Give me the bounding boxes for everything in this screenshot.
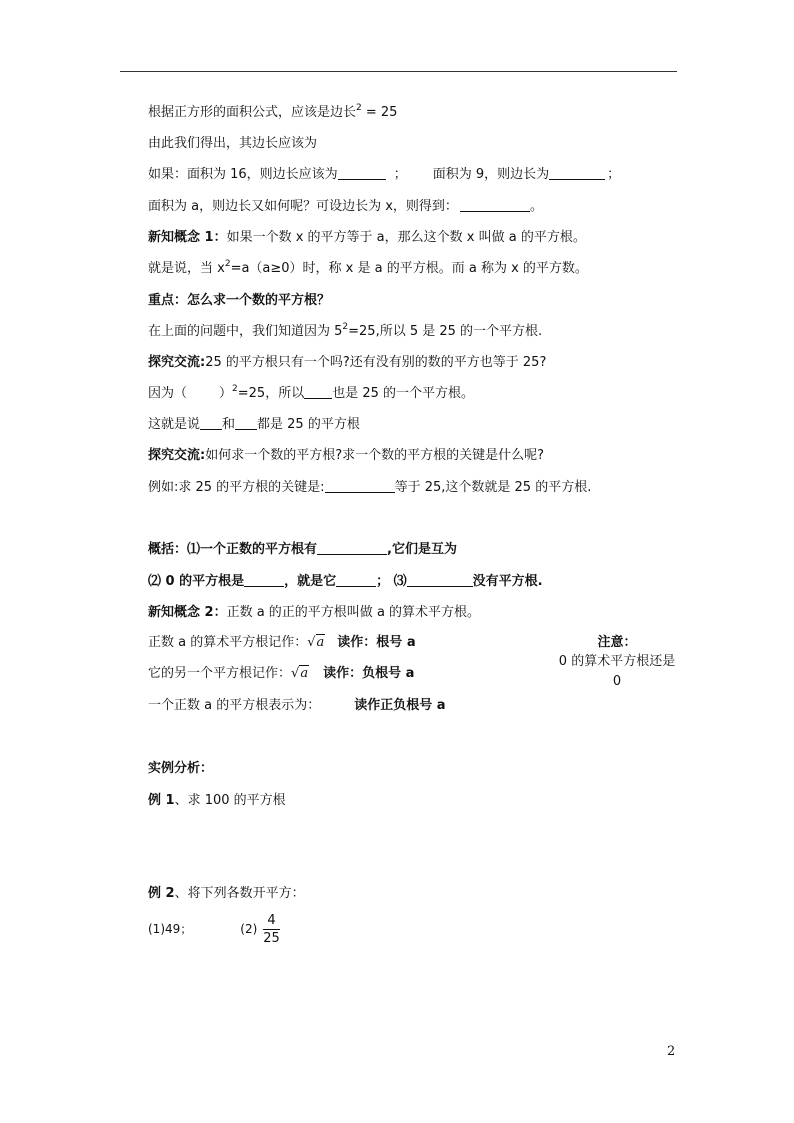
sqrt-a-symbol: √a xyxy=(307,635,325,650)
key-point: 重点：怎么求一个数的平方根？ xyxy=(148,293,331,308)
text-line-8: 在上面的问题中，我们知道因为 $5^2=25$,所以 5 是 25 的一个平方根. xyxy=(148,322,543,339)
text-line-18: 它的另一个平方根记作：√a 读作：负根号 a xyxy=(148,666,415,681)
text-line-17: 正数 a 的算术平方根记作：√a 读作：根号 a xyxy=(148,635,416,650)
concept-2: 新知概念 2：正数 a 的正的平方根叫做 a 的算术平方根。 xyxy=(148,605,481,620)
fill-blank[interactable] xyxy=(304,385,332,399)
text-line-2: 由此我们得出，其边长应该为 xyxy=(148,136,318,151)
text-line-10: 因为（ ）$^2$=25，所以 也是 25 的一个平方根。 xyxy=(148,384,475,401)
text-line-13: 例如:求 25 的平方根的关键是: 等于 25,这个数就是 25 的平方根. xyxy=(148,480,592,495)
page-number: 2 xyxy=(667,1044,676,1059)
example-1: 例 1、求 100 的平方根 xyxy=(148,793,286,808)
explore-1: 探究交流:25 的平方根只有一个吗?还有没有别的数的平方也等于 25? xyxy=(148,355,547,370)
text-line-3: 如果：面积为 16，则边长应该为 ； 面积为 9，则边长为 ； xyxy=(148,167,621,182)
section-heading: 实例分析： xyxy=(148,761,214,776)
text-line-4: 面积为 a，则边长又如何呢？可设边长为 x，则得到： 。 xyxy=(148,199,543,214)
fill-blank[interactable] xyxy=(407,573,473,587)
fraction-4-25: $\frac{4}{25}$ xyxy=(263,913,280,946)
fill-blank[interactable] xyxy=(200,416,222,430)
fill-blank[interactable] xyxy=(338,166,386,180)
text-line-19: 一个正数 a 的平方根表示为： 读作正负根号 a xyxy=(148,698,446,713)
fill-blank[interactable] xyxy=(235,416,257,430)
header-rule xyxy=(120,71,677,72)
note-box xyxy=(556,634,678,692)
fill-blank[interactable] xyxy=(336,573,376,587)
explore-2: 探究交流:如何求一个数的平方根?求一个数的平方根的关键是什么呢? xyxy=(148,448,545,463)
note-title: 注意： xyxy=(597,635,637,650)
fill-blank[interactable] xyxy=(244,573,284,587)
summary-2: ⑵ 0 的平方根是 ，就是它 ； ⑶ 没有平方根. xyxy=(148,574,543,589)
fill-blank[interactable] xyxy=(317,541,387,555)
example-2-items: (1)49； (2) $\frac{4}{25}$ xyxy=(148,913,280,946)
text-line-6: 就是说，当 $x^2=a(a\ge 0)$时，称 x 是 a 的平方根。而 a 称为 x 的平方数。 xyxy=(148,259,588,276)
concept-1: 新知概念 1：如果一个数 x 的平方等于 a，那么这个数 x 叫做 a 的平方根。 xyxy=(148,230,586,245)
sqrt-a-symbol: √a xyxy=(291,666,309,681)
text-line-11: 这就是说 和 都是 25 的平方根 xyxy=(148,417,360,432)
fill-blank[interactable] xyxy=(460,198,530,212)
summary-1: 概括：⑴一个正数的平方根有 ,它们是互为 xyxy=(148,542,457,557)
fill-blank[interactable] xyxy=(549,166,605,180)
fill-blank[interactable] xyxy=(325,479,395,493)
note-text: 0 的算术平方根还是 0 xyxy=(558,654,676,689)
text-line-1: 根据正方形的面积公式，应该是边长$^2$ = 25 xyxy=(148,103,398,120)
example-2: 例 2、将下列各数开平方： xyxy=(148,886,305,901)
